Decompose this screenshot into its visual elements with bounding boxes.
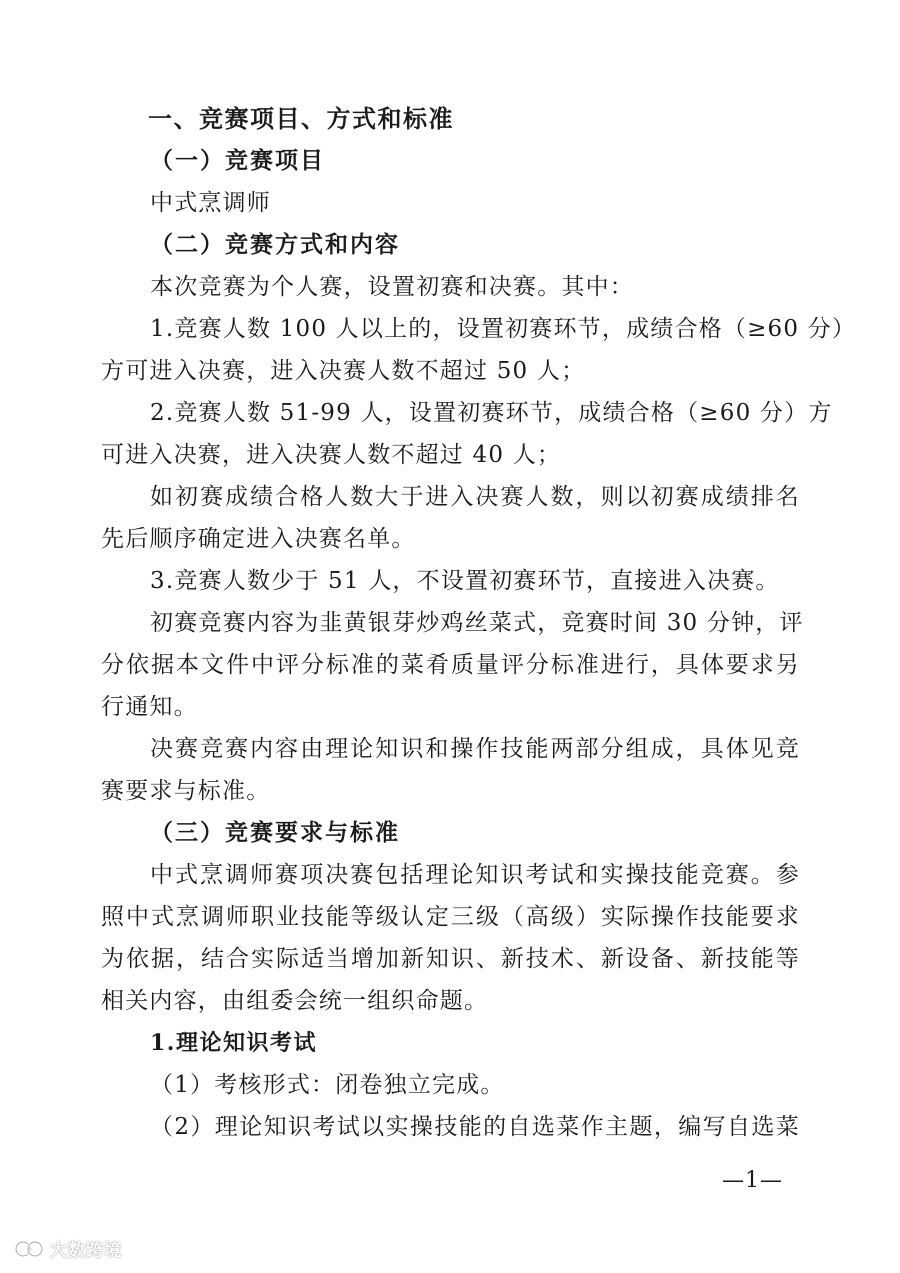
item-heading: 1.理论知识考试 [150,1030,317,1056]
paragraph-line: （2）理论知识考试以实操技能的自选菜作主题，编写自选菜 [150,1114,800,1140]
paragraph-line: 相关内容，由组委会统一组织命题。 [101,988,489,1014]
paragraph-line: 先后顺序确定进入决赛名单。 [101,526,416,552]
paragraph-line: 1.竞赛人数 100 人以上的，设置初赛环节，成绩合格（≥60 分） [150,316,857,342]
page-number: —1— [722,1168,783,1193]
paragraph-line: 如初赛成绩合格人数大于进入决赛人数，则以初赛成绩排名 [150,484,800,510]
paragraph-line: 为依据，结合实际适当增加新知识、新技术、新设备、新技能等 [101,946,800,972]
paragraph-line: 可进入决赛，进入决赛人数不超过 40 人； [101,442,562,468]
paragraph-line: 行通知。 [101,694,198,720]
paragraph-line: 3.竞赛人数少于 51 人，不设置初赛环节，直接进入决赛。 [150,568,780,594]
paragraph-line: 初赛竞赛内容为韭黄银芽炒鸡丝菜式，竞赛时间 30 分钟，评 [150,610,804,636]
paragraph-line: 分依据本文件中评分标准的菜肴质量评分标准进行，具体要求另 [101,652,800,678]
subsection-heading: （三）竞赛要求与标准 [150,819,400,846]
watermark-text: 大数跨境 [50,1241,122,1261]
watermark [14,1236,122,1261]
paragraph-line: 赛要求与标准。 [101,778,271,804]
section-heading: 一、竞赛项目、方式和标准 [148,104,454,133]
paragraph-line: 中式烹调师 [150,190,271,216]
brand-logo-icon [14,1238,44,1260]
paragraph-line: 决赛竞赛内容由理论知识和操作技能两部分组成，具体见竞 [150,736,800,762]
paragraph-line: 方可进入决赛，进入决赛人数不超过 50 人； [101,358,586,384]
paragraph-line: 照中式烹调师职业技能等级认定三级（高级）实际操作技能要求 [101,904,800,930]
paragraph-line: 本次竞赛为个人赛，设置初赛和决赛。其中： [150,274,634,300]
paragraph-line: 中式烹调师赛项决赛包括理论知识考试和实操技能竞赛。参 [150,862,800,888]
paragraph-line: 2.竞赛人数 51-99 人，设置初赛环节，成绩合格（≥60 分）方 [150,400,833,426]
paragraph-line: （1）考核形式：闭卷独立完成。 [150,1072,505,1098]
subsection-heading: （二）竞赛方式和内容 [150,231,400,258]
subsection-heading: （一）竞赛项目 [150,147,325,174]
